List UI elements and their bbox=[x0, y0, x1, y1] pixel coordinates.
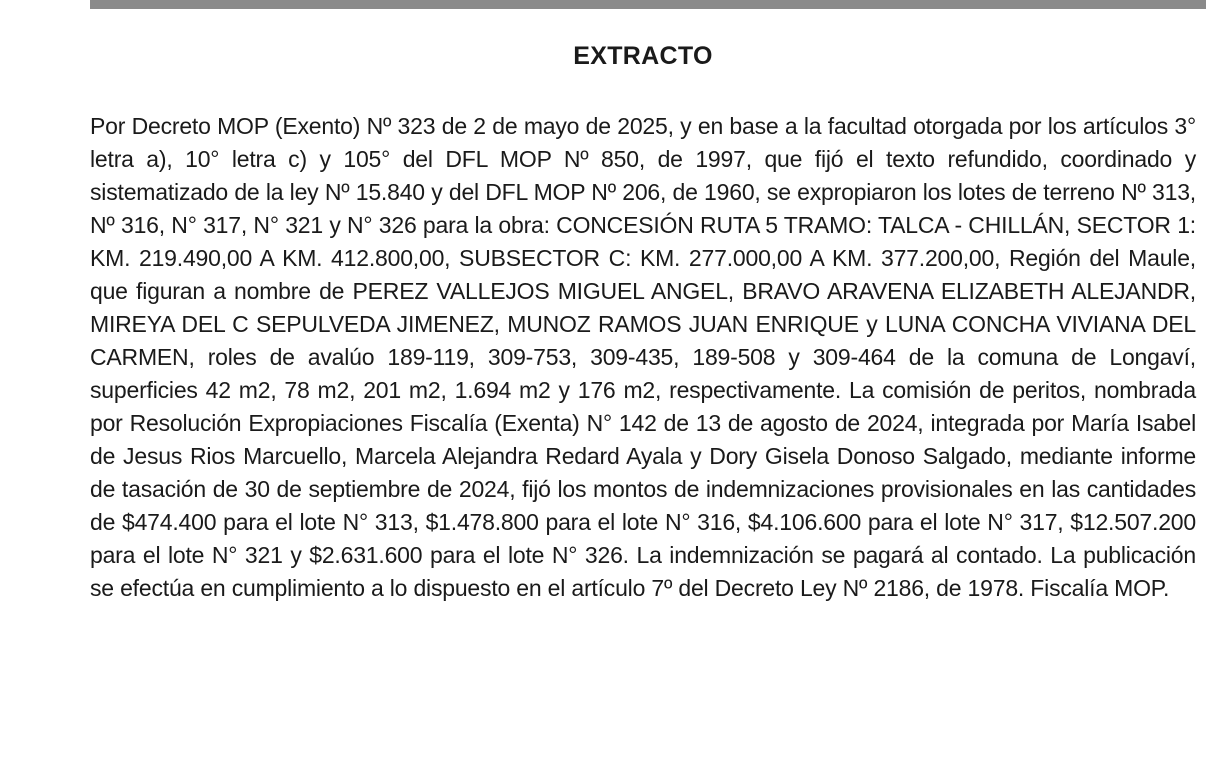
top-divider bbox=[90, 0, 1206, 9]
extract-body-text: Por Decreto MOP (Exento) Nº 323 de 2 de mayo de 2025, y en base a la facultad otorgada por los artículos 3° letra a), 10° letra c) y 105° del DFL MOP Nº 850, de 1997, que fijó el texto refundido, coordinado y sistematizado de la ley Nº 15.840 y del DFL MOP Nº 206, de 1960, se expropiaron los lotes de terreno Nº 313, Nº 316, N° 317, N° 321 y N° 326 para la obra: CONCESIÓN RUTA 5 TRAMO: TALCA - CHILLÁN, SECTOR 1: KM. 219.490,00 A KM. 412.800,00, SUBSECTOR C: KM. 277.000,00 A KM. 377.200,00, Región del Maule, que figuran a nombre de PEREZ VALLEJOS MIGUEL ANGEL, BRAVO ARAVENA ELIZABETH ALEJANDR, MIREYA DEL C SEPULVEDA JIMENEZ, MUNOZ RAMOS JUAN ENRIQUE y LUNA CONCHA VIVIANA DEL CARMEN, roles de avalúo 189-119, 309-753, 309-435, 189-508 y 309-464 de la comuna de Longaví, superficies 42 m2, 78 m2, 201 m2, 1.694 m2 y 176 m2, respectivamente. La comisión de peritos, nombrada por Resolución Expropiaciones Fiscalía (Exenta) N° 142 de 13 de agosto de 2024, integrada por María Isabel de Jesus Rios Marcuello, Marcela Alejandra Redard Ayala y Dory Gisela Donoso Salgado, mediante informe de tasación de 30 de septiembre de 2024, fijó los montos de indemnizaciones provisionales en las cantidades de $474.400 para el lote N° 313, $1.478.800 para el lote N° 316, $4.106.600 para el lote N° 317, $12.507.200 para el lote N° 321 y $2.631.600 para el lote N° 326. La indemnización se pagará al contado. La publicación se efectúa en cumplimiento a lo dispuesto en el artículo 7º del Decreto Ley Nº 2186, de 1978. Fiscalía MOP. bbox=[90, 113, 1196, 601]
page-title: EXTRACTO bbox=[573, 42, 713, 70]
